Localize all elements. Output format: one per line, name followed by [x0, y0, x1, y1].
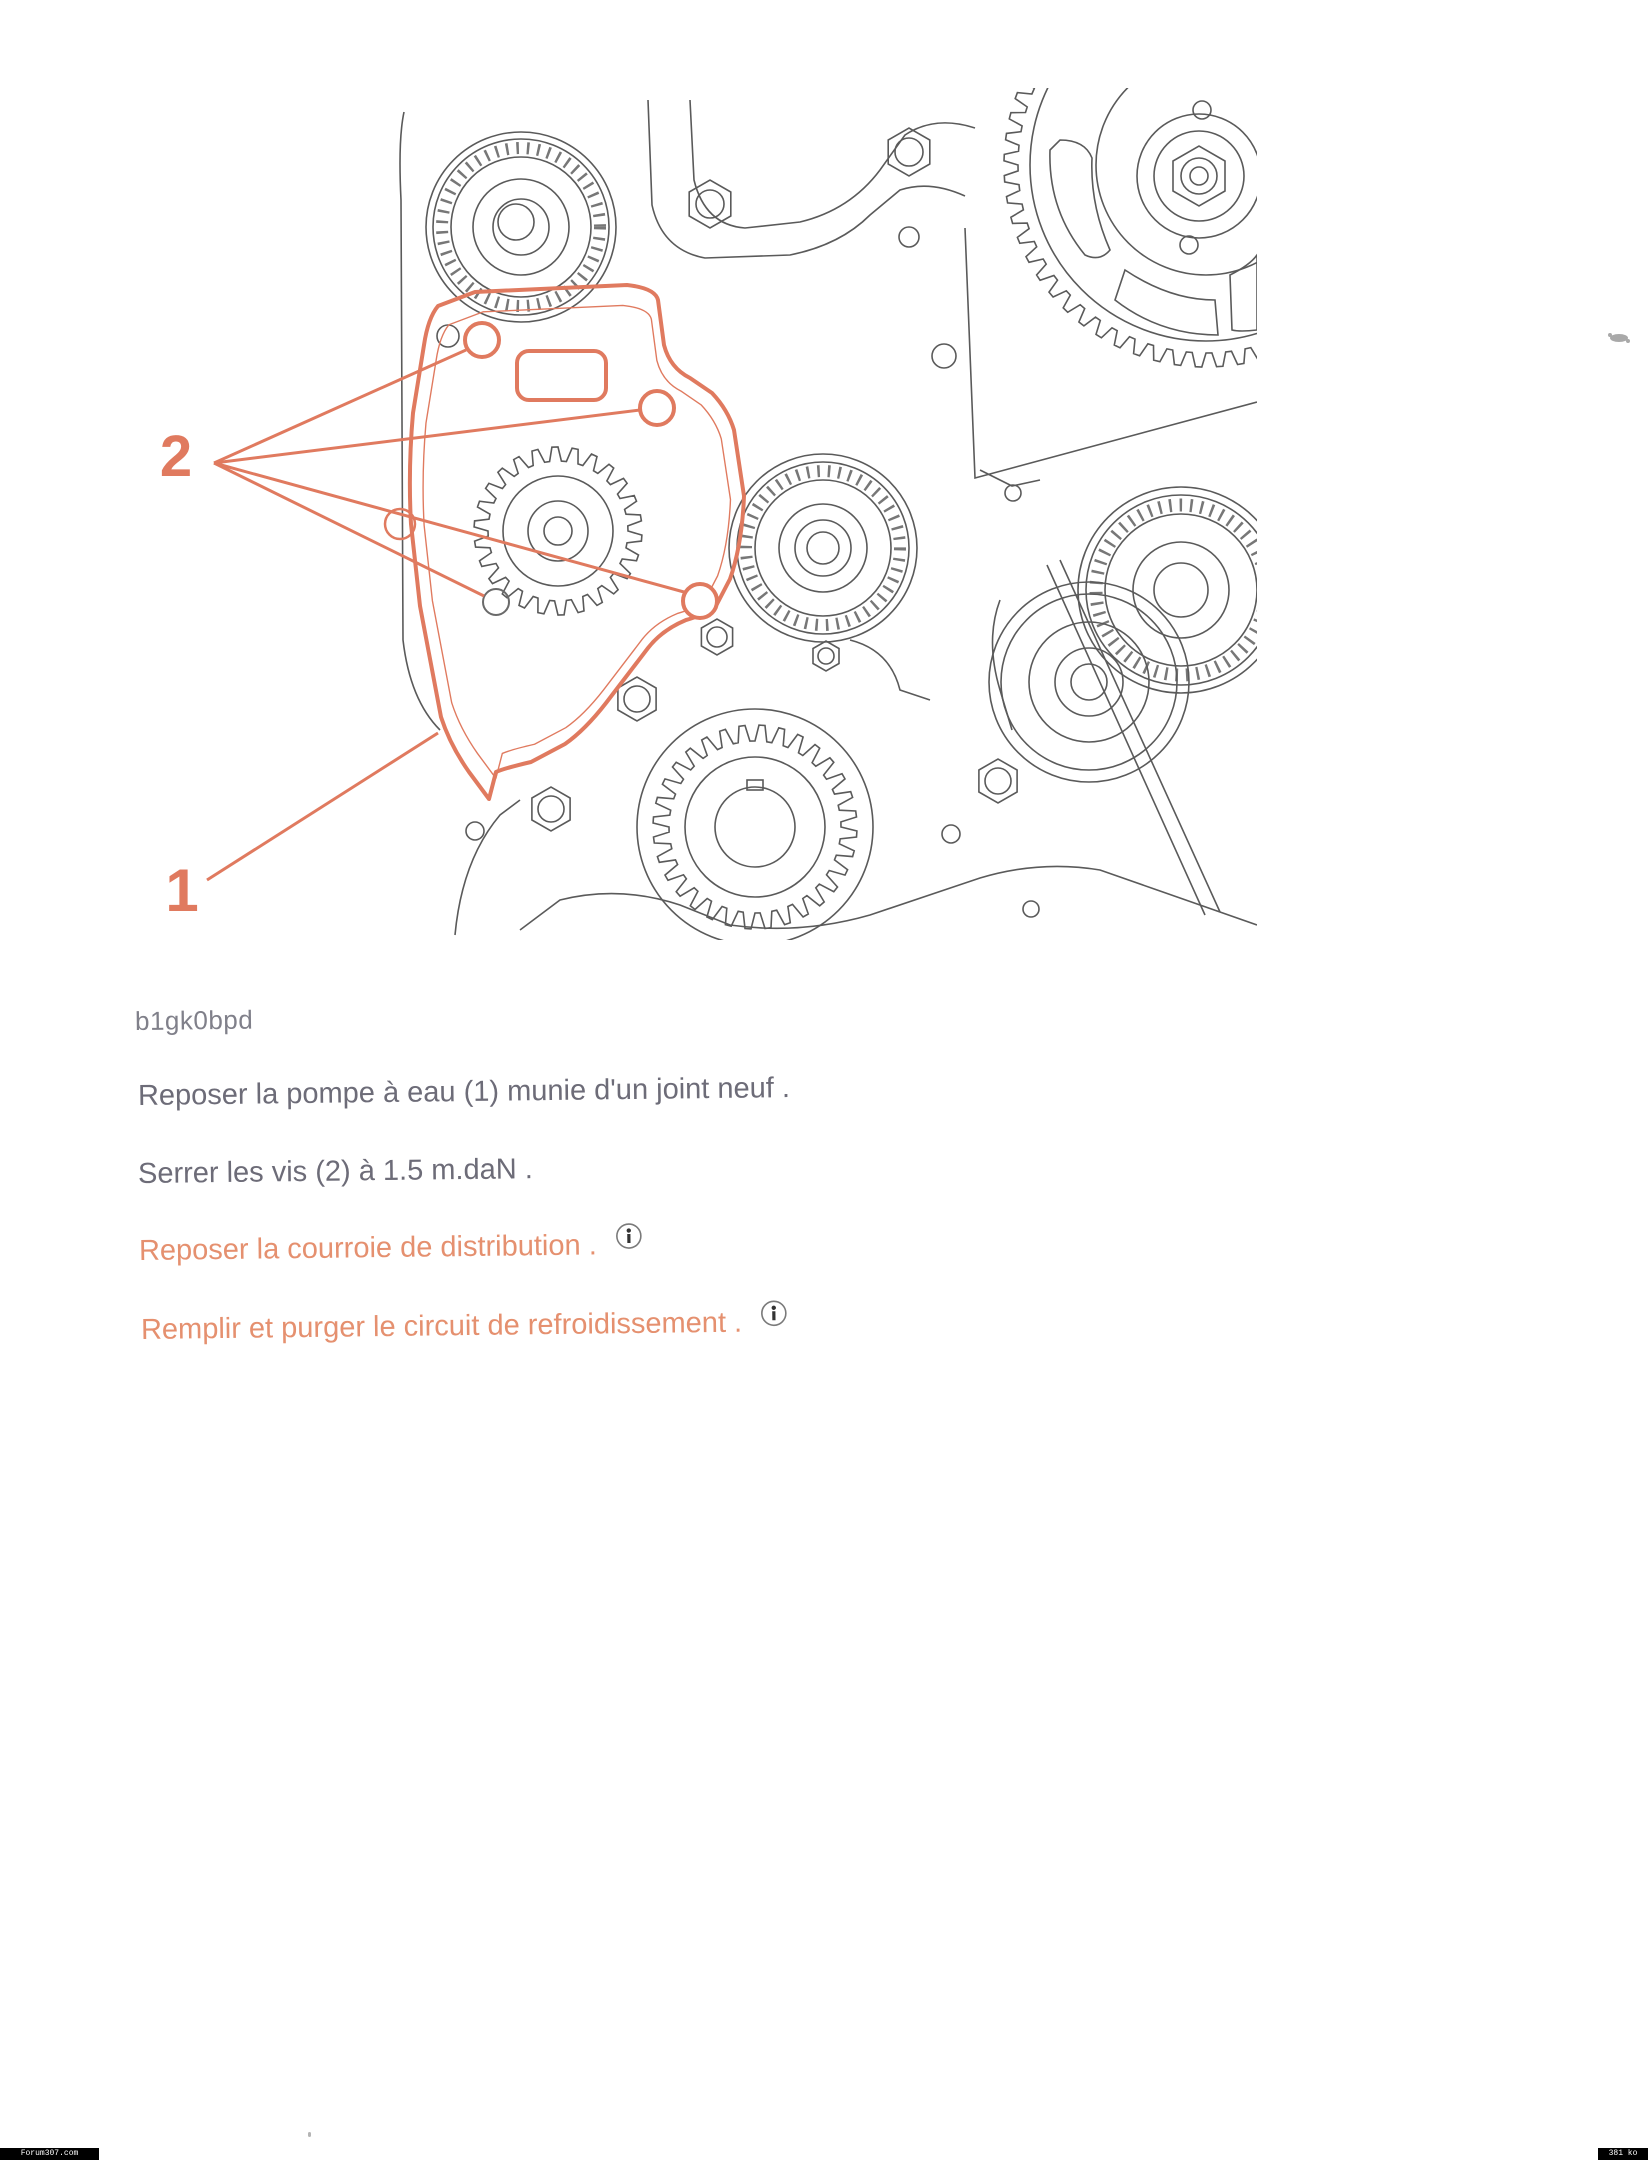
scan-speck-bottom — [308, 2132, 311, 2137]
link-fill-bleed-cooling[interactable] — [141, 1307, 789, 1345]
callout-label-pump: 1 — [165, 857, 199, 924]
idler-pulley-middle — [729, 454, 917, 642]
bolt — [532, 787, 570, 831]
bolt — [618, 677, 656, 721]
callout-lines — [207, 350, 684, 880]
link-reinstall-timing-belt[interactable] — [139, 1230, 643, 1266]
tensioner-pulley-right — [1078, 487, 1284, 693]
engine-line-art — [400, 0, 1408, 945]
pump-bolt-ring — [465, 323, 499, 357]
link-fill-bleed-cooling-label[interactable]: Remplir et purger le circuit de refroidissement . — [140, 1306, 743, 1346]
pump-window — [517, 351, 606, 400]
housing-rib — [850, 640, 930, 700]
link-reinstall-timing-belt-label[interactable]: Reposer la courroie de distribution . — [138, 1229, 597, 1267]
bolt — [813, 641, 839, 671]
camshaft-sprocket — [1004, 0, 1408, 367]
step-reinstall-pump: Reposer la pompe à eau (1) munie d'un joint neuf . — [137, 1072, 791, 1112]
scan-speck — [1608, 333, 1630, 343]
footer-watermark-left: Forum307.com — [0, 2148, 99, 2160]
info-icon[interactable] — [615, 1222, 643, 1250]
bolt — [1173, 146, 1225, 206]
pump-bolt-ring — [683, 584, 717, 618]
lower-housing — [520, 866, 1257, 930]
step-tighten-screws: Serrer les vis (2) à 1.5 m.daN . — [137, 1153, 534, 1190]
footer-file-size: 381 ko — [1598, 2148, 1648, 2160]
cover-plate-edge — [980, 470, 1040, 486]
water-pump-diagram — [0, 0, 1648, 960]
figure-code: b1gk0bpd — [134, 1004, 254, 1036]
housing-outline — [400, 112, 440, 730]
lower-housing-left — [455, 800, 520, 935]
bolt — [979, 759, 1017, 803]
upper-bracket — [648, 100, 965, 258]
upper-bracket-inner — [690, 100, 975, 228]
tensioner-pulley-top — [426, 132, 616, 322]
pump-bolt-ring — [640, 391, 674, 425]
crankshaft-sprocket — [637, 709, 873, 945]
bolt — [701, 619, 732, 655]
cover-plate — [965, 228, 1257, 478]
info-icon[interactable] — [760, 1299, 788, 1327]
bolt — [888, 128, 930, 176]
callout-label-bolts: 2 — [159, 424, 193, 489]
pump-bolt-ring — [483, 589, 509, 615]
